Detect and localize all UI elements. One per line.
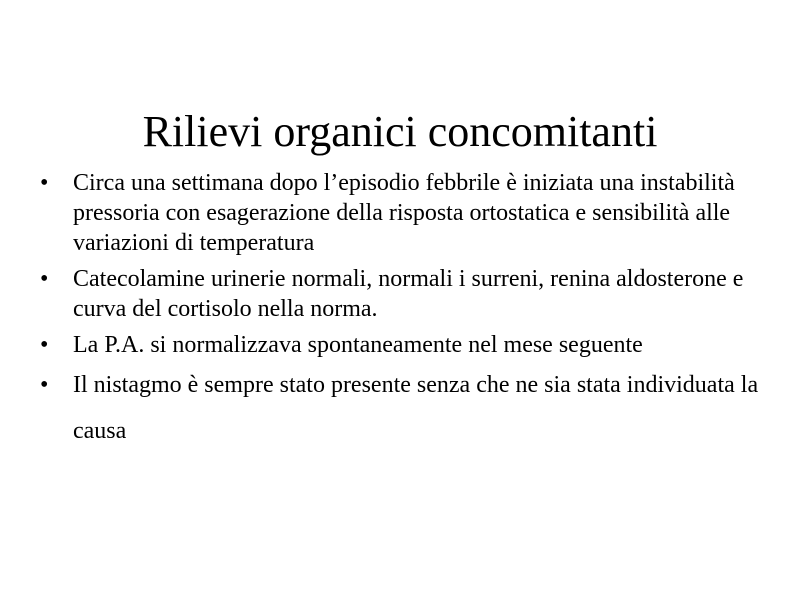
bullet-text: Catecolamine urinerie normali, normali i surreni, renina aldosterone e curva del cortisolo nella norma. bbox=[73, 266, 744, 322]
bullet-item bbox=[40, 330, 760, 360]
bullet-item bbox=[40, 362, 760, 454]
bullet-text: La P.A. si normalizzava spontaneamente nel mese seguente bbox=[73, 332, 643, 358]
bullet-text: Circa una settimana dopo l’episodio febbrile è iniziata una instabilità pressoria con esagerazione della risposta ortostatica e sensibilità alle variazioni di temperatura bbox=[73, 170, 735, 256]
slide-title: Rilievi organici concomitanti bbox=[142, 107, 658, 156]
bullet-list bbox=[40, 168, 760, 460]
bullet-item bbox=[40, 264, 760, 324]
bullet-dot-icon: • bbox=[40, 332, 49, 358]
bullet-dot-icon: • bbox=[40, 170, 49, 196]
bullet-dot-icon: • bbox=[40, 372, 49, 398]
bullet-item bbox=[40, 168, 760, 258]
bullet-text: Il nistagmo è sempre stato presente senza che ne sia stata individuata la causa bbox=[73, 372, 759, 444]
bullet-dot-icon: • bbox=[40, 266, 49, 292]
